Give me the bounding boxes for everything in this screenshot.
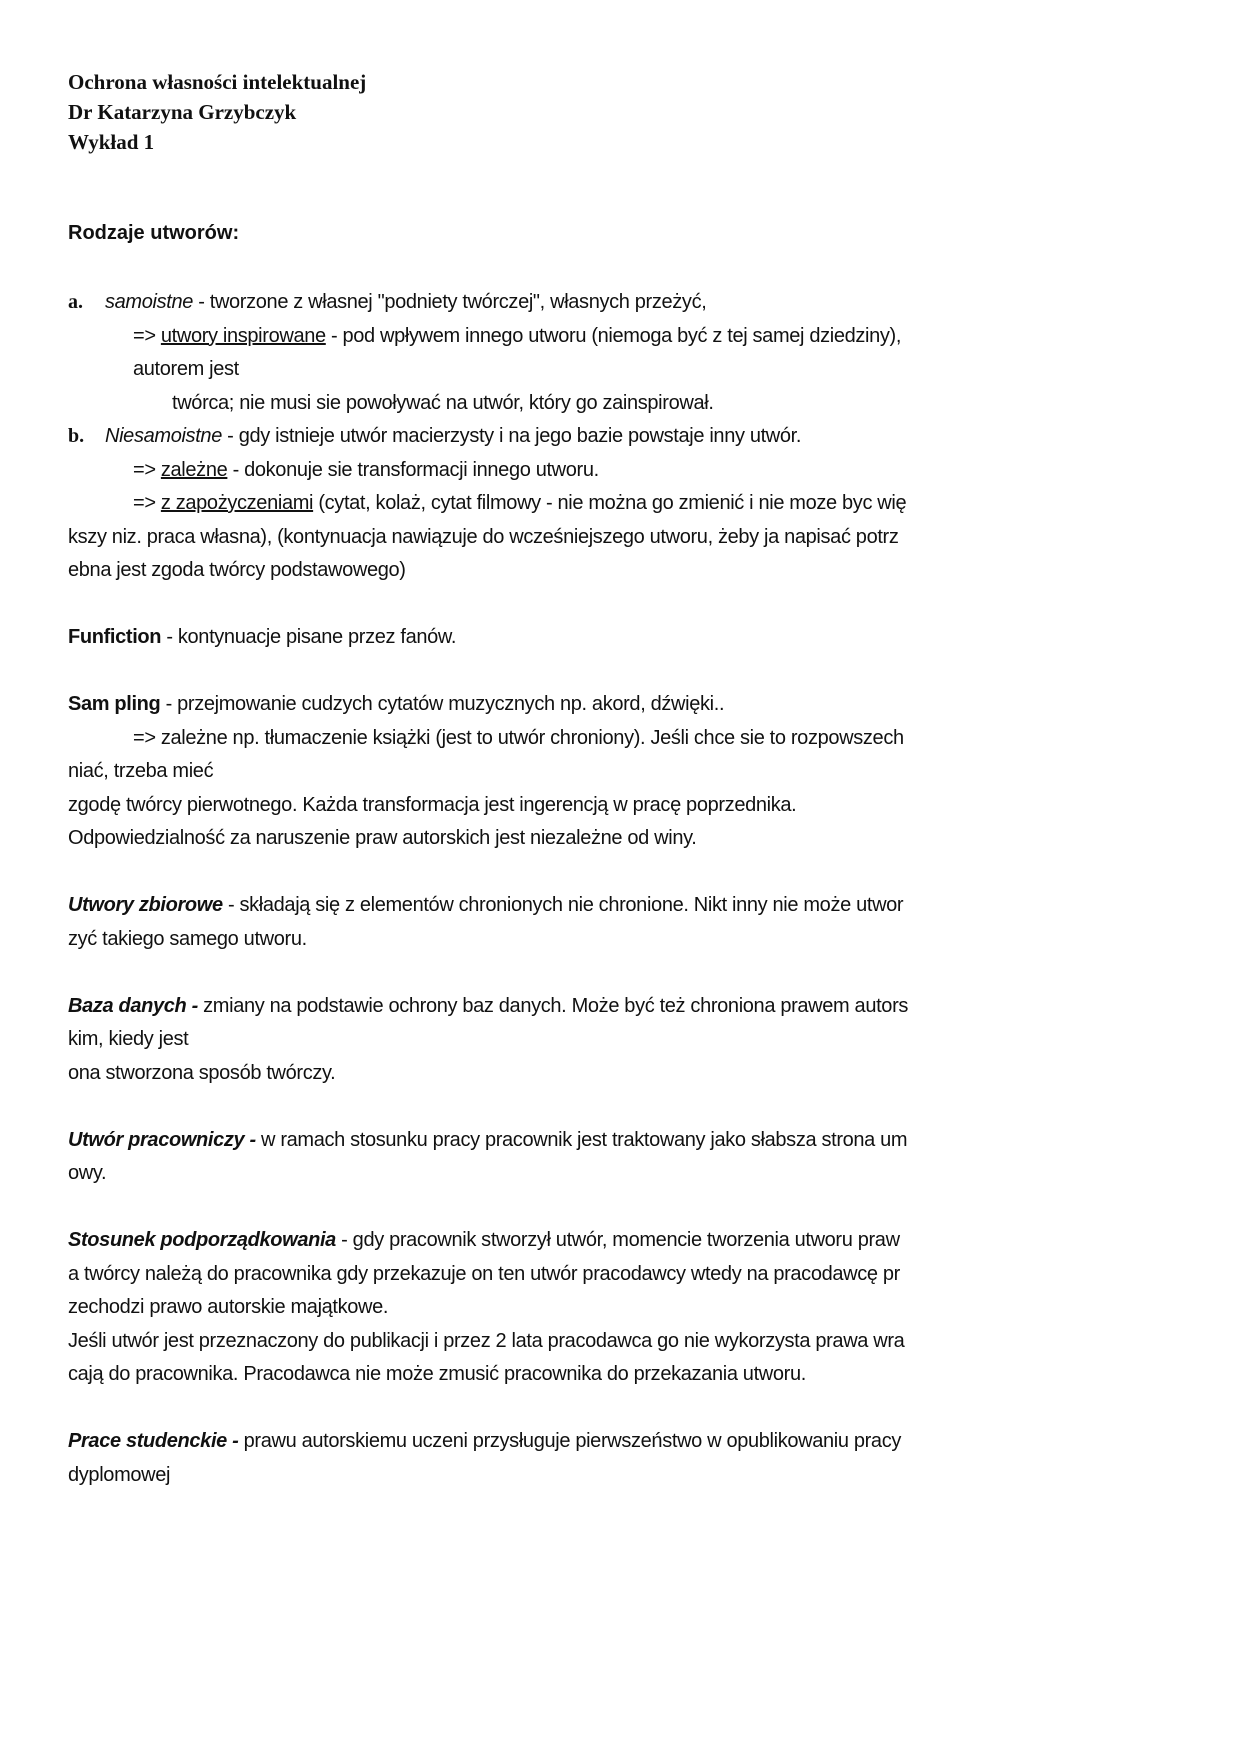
- text-line: [68, 1023, 908, 1057]
- text-line: [68, 286, 908, 320]
- text-line: [68, 1057, 908, 1091]
- paragraph: [68, 1224, 908, 1392]
- text-segment: dyplomowej: [68, 1463, 171, 1486]
- text-line: [68, 1258, 908, 1292]
- text-line: [68, 487, 908, 521]
- list-marker: a.: [68, 291, 83, 313]
- text-segment: prawu autorskiemu uczeni przysługuje pierwszeństwo w opublikowaniu pracy: [238, 1430, 902, 1452]
- document-body: [68, 286, 908, 1526]
- text-segment: - gdy pracownik stworzył utwór, momencie tworzenia utworu praw: [335, 1229, 900, 1251]
- text-segment: w ramach stosunku pracy pracownik jest traktowany jako słabsza strona um: [255, 1128, 908, 1151]
- text-segment: kim, kiedy jest: [68, 1028, 189, 1050]
- emphasized-term: Sam pling: [68, 693, 161, 715]
- paragraph: [68, 621, 908, 655]
- emphasized-term: utwory inspirowane: [160, 324, 326, 347]
- text-line: [68, 789, 908, 823]
- text-line: [68, 1157, 908, 1191]
- emphasized-term: Baza danych -: [68, 994, 198, 1017]
- paragraph: [68, 286, 908, 588]
- text-segment: kszy niz. praca własna), (kontynuacja nawiązuje do wcześniejszego utworu, żeby ja napisać potrz: [68, 525, 899, 548]
- emphasized-term: Stosunek podporządkowania: [68, 1229, 336, 1251]
- text-segment: Jeśli utwór jest przeznaczony do publikacji i przez 2 lata pracodawca go nie wykorzysta prawa wra: [68, 1329, 905, 1352]
- text-segment: niać, trzeba mieć: [68, 760, 214, 782]
- text-line: [68, 621, 908, 655]
- text-line: [68, 1291, 908, 1325]
- text-segment: ona stworzona sposób twórczy.: [68, 1061, 336, 1084]
- text-segment: Odpowiedzialność za naruszenie praw autorskich jest niezależne od winy.: [68, 827, 697, 849]
- text-line: [68, 1425, 908, 1459]
- paragraph: [68, 1124, 908, 1191]
- text-segment: zechodzi prawo autorskie majątkowe.: [68, 1296, 389, 1318]
- lecture-number: Wykład 1: [68, 130, 155, 154]
- text-segment: => zależne np. tłumaczenie książki (jest to utwór chroniony). Jeśli chce sie to rozpowszech: [133, 726, 904, 749]
- text-line: [68, 387, 908, 421]
- text-segment: - dokonuje sie transformacji innego utworu.: [227, 458, 599, 481]
- text-segment: - tworzone z własnej "podniety twórczej", własnych przeżyć,: [193, 291, 707, 313]
- emphasized-term: z zapożyczeniami: [160, 492, 314, 514]
- emphasized-term: zależne: [160, 458, 228, 481]
- paragraph: [68, 1425, 908, 1492]
- text-line: [68, 454, 908, 488]
- text-segment: - pod wpływem innego utworu (niemoga być z tej samej dziedziny),: [325, 324, 902, 347]
- text-segment: =>: [133, 324, 161, 347]
- text-line: [68, 554, 908, 588]
- emphasized-term: samoistne: [105, 291, 194, 313]
- emphasized-term: Utwór pracowniczy -: [68, 1128, 256, 1151]
- emphasized-term: Funfiction: [68, 626, 162, 648]
- paragraph: [68, 889, 908, 956]
- text-segment: - przejmowanie cudzych cytatów muzycznych np. akord, dźwięki..: [160, 693, 725, 715]
- text-segment: cają do pracownika. Pracodawca nie może zmusić pracownika do przekazania utworu.: [68, 1363, 806, 1385]
- text-segment: zgodę twórcy pierwotnego. Każda transformacja jest ingerencją w pracę poprzednika.: [68, 793, 797, 816]
- text-line: [68, 521, 908, 555]
- emphasized-term: Niesamoistne: [105, 425, 222, 447]
- text-line: [68, 990, 908, 1024]
- text-line: [68, 1325, 908, 1359]
- text-segment: ebna jest zgoda twórcy podstawowego): [68, 559, 406, 581]
- text-segment: - składają się z elementów chronionych nie chronione. Nikt inny nie może utwor: [222, 894, 904, 916]
- text-segment: - kontynuacje pisane przez fanów.: [161, 626, 457, 648]
- text-line: [68, 1124, 908, 1158]
- course-title: Ochrona własności intelektualnej: [68, 70, 367, 94]
- text-segment: =>: [133, 458, 161, 481]
- text-line: [68, 688, 908, 722]
- emphasized-term: Utwory zbiorowe: [68, 894, 223, 916]
- text-line: [68, 320, 908, 354]
- text-line: [68, 923, 908, 957]
- text-segment: zyć takiego samego utworu.: [68, 927, 307, 950]
- text-segment: - gdy istnieje utwór macierzysty i na jego bazie powstaje inny utwór.: [221, 425, 802, 447]
- text-line: [68, 420, 908, 454]
- text-line: [68, 822, 908, 856]
- paragraph: [68, 990, 908, 1091]
- paragraph: [68, 688, 908, 856]
- text-line: [68, 1459, 908, 1493]
- text-line: [68, 722, 908, 756]
- text-segment: owy.: [68, 1162, 107, 1184]
- text-segment: =>: [133, 492, 161, 514]
- text-segment: autorem jest: [133, 358, 239, 380]
- section-heading: Rodzaje utworów:: [68, 222, 240, 244]
- text-line: [68, 1224, 908, 1258]
- text-segment: (cytat, kolaż, cytat filmowy - nie można go zmienić i nie moze byc wię: [313, 492, 907, 514]
- text-line: [68, 889, 908, 923]
- text-line: [68, 1358, 908, 1392]
- lecturer-name: Dr Katarzyna Grzybczyk: [68, 100, 297, 124]
- text-segment: twórca; nie musi sie powoływać na utwór, który go zainspirował.: [172, 391, 714, 414]
- text-segment: zmiany na podstawie ochrony baz danych. Może być też chroniona prawem autors: [197, 994, 909, 1017]
- list-marker: b.: [68, 425, 85, 447]
- emphasized-term: Prace studenckie -: [68, 1430, 239, 1452]
- text-segment: a twórcy należą do pracownika gdy przekazuje on ten utwór pracodawcy wtedy na pracodawcę pr: [68, 1262, 900, 1285]
- text-line: [68, 353, 908, 387]
- text-line: [68, 755, 908, 789]
- document-header: [68, 67, 366, 157]
